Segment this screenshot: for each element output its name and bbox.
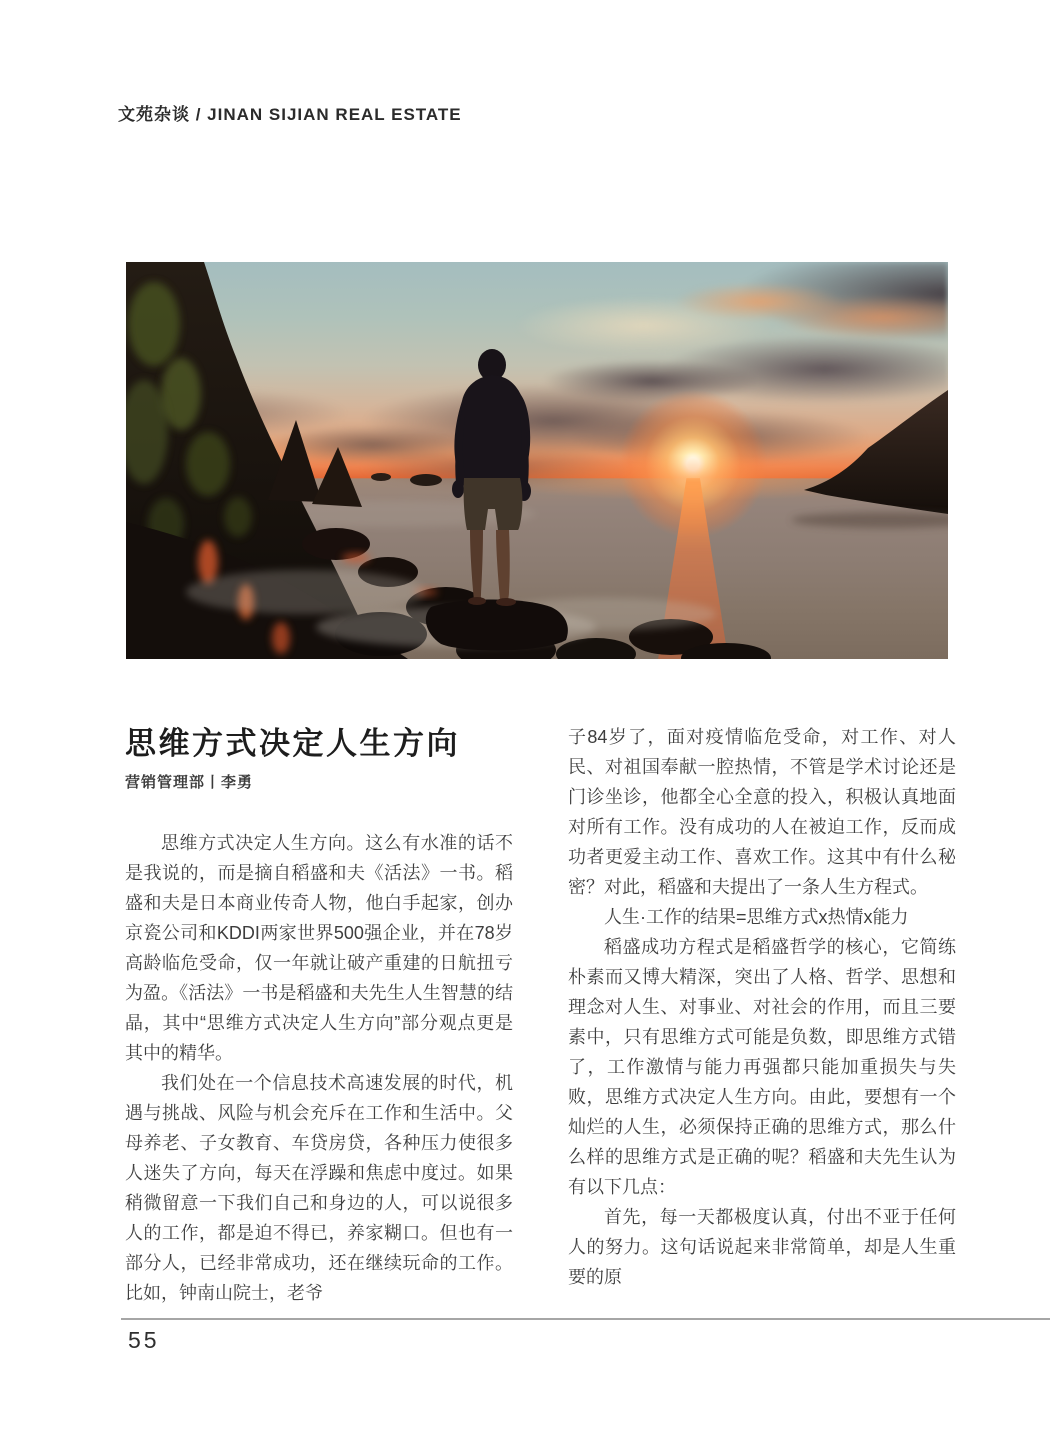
horizon-glow	[478, 455, 908, 501]
person-silhouette	[452, 349, 531, 606]
paragraph: 首先，每一天都极度认真，付出不亚于任何人的努力。这句话说起来非常简单，却是人生重要的原	[568, 1207, 956, 1287]
footer-rule	[121, 1318, 1050, 1320]
standing-rock	[426, 599, 568, 650]
landscape-silhouettes	[126, 262, 948, 659]
page-number: 55	[128, 1327, 160, 1353]
article-title: 思维方式决定人生方向	[125, 726, 460, 761]
right-headland	[804, 390, 948, 514]
page-header	[118, 100, 462, 125]
header-text: 文苑杂谈 / JINAN SIJIAN REAL ESTATE	[118, 105, 462, 124]
left-column	[125, 722, 513, 1308]
sun-rays	[126, 262, 948, 478]
article-photo	[126, 262, 948, 659]
foreground-rocks	[126, 522, 408, 659]
paragraph: 我们处在一个信息技术高速发展的时代，机遇与挑战、风险与机会充斥在工作和生活中。父母养老、子女教育、车贷房贷，各种压力使很多人迷失了方向，每天在浮躁和焦虑中度过。如果稍微留意一下我们自己和身边的人，可以说很多人的工作，都是迫不得已，养家糊口。但也有一部分人，已经非常成功，还在继续玩命的工作。比如，钟南山院士，老爷	[125, 1073, 513, 1303]
left-cliff	[126, 262, 378, 659]
paragraph: 稻盛成功方程式是稻盛哲学的核心，它简练朴素而又博大精深，突出了人格、哲学、思想和理念对人生、对事业、对社会的作用，而且三要素中，只有思维方式可能是负数，即思维方式错了，工作激情与能力再强都只能加重损失与失败，思维方式决定人生方向。由此，要想有一个灿烂的人生，必须保持正确的思维方式，那么什么样的思维方式是正确的呢？稻盛和夫先生认为有以下几点：	[568, 937, 956, 1197]
formula-line: 人生·工作的结果=思维方式x热情x能力	[604, 907, 909, 927]
sun-reflection	[651, 478, 735, 659]
paragraph: 思维方式决定人生方向。这么有水准的话不是我说的，而是摘自稻盛和夫《活法》一书。稻盛和夫是日本商业传奇人物，他白手起家，创办京瓷公司和KDDI两家世界500强企业，并在78岁高龄临危受命，仅一年就让破产重建的日航扭亏为盈。《活法》一书是稻盛和夫先生人生智慧的结晶，其中“思维方式决定人生方向”部分观点更是其中的精华。	[125, 833, 513, 1063]
sun	[618, 389, 768, 539]
right-column	[568, 722, 956, 1292]
spire-rock	[268, 420, 322, 502]
spire-rock	[312, 447, 362, 507]
paragraph: 子84岁了，面对疫情临危受命，对工作、对人民、对祖国奉献一腔热情，不管是学术讨论还是门诊坐诊，他都全心全意的投入，积极认真地面对所有工作。没有成功的人在被迫工作，反而成功者更爱主动工作、喜欢工作。这其中有什么秘密？对此，稻盛和夫提出了一条人生方程式。	[568, 727, 956, 897]
article-byline: 营销管理部丨李勇	[125, 774, 254, 791]
clouds	[126, 262, 948, 659]
